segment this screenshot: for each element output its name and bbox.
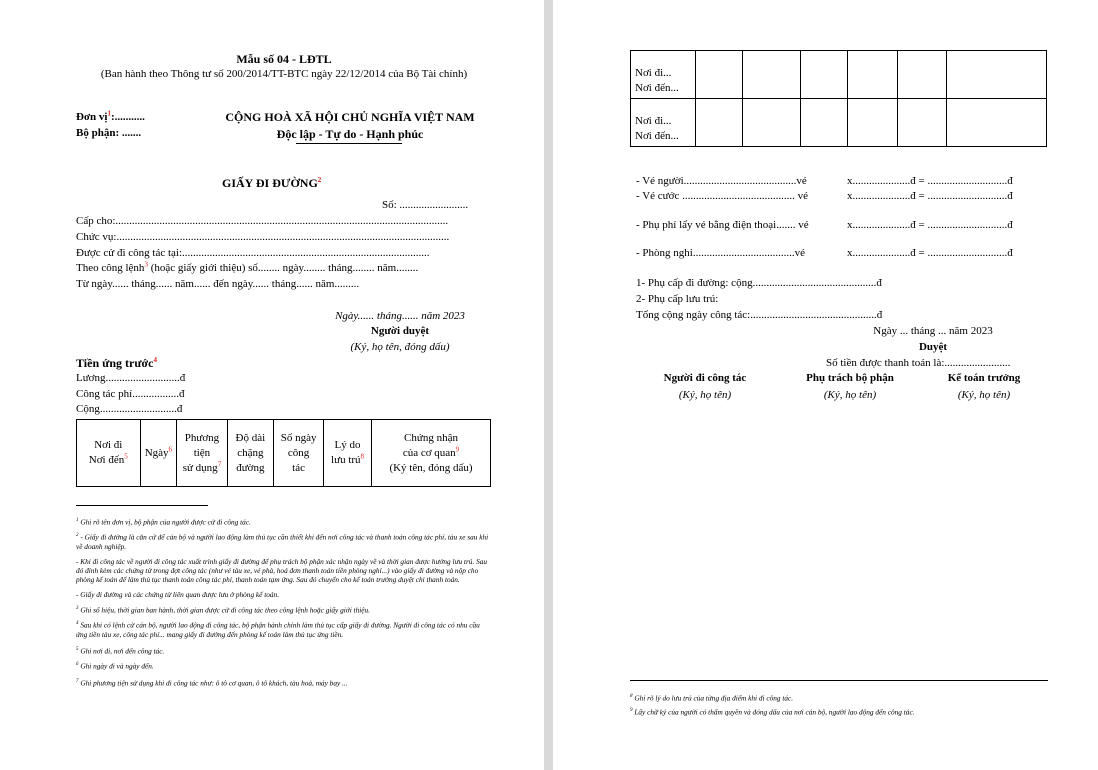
footnote-number: 1 bbox=[76, 518, 79, 523]
signer-role: Phụ trách bộ phận bbox=[806, 372, 894, 384]
footnote-ref: 9 bbox=[455, 444, 460, 453]
footnote-ref: 7 bbox=[217, 459, 222, 468]
footnote bbox=[76, 604, 492, 614]
motto-underline bbox=[296, 143, 402, 144]
travel-cell bbox=[897, 51, 946, 99]
footnote-ref: 3 bbox=[144, 260, 148, 269]
approval-date: Ngày...... tháng...... năm 2023 bbox=[335, 310, 465, 322]
footnote bbox=[76, 645, 492, 655]
signer-role: Kế toán trưởng bbox=[947, 372, 1021, 384]
travel-cell bbox=[800, 51, 847, 99]
from-place: Nơi đi... bbox=[635, 67, 672, 79]
header-line: Độ dài bbox=[235, 431, 266, 444]
travel-cell bbox=[946, 51, 1046, 99]
footnote-text: Ghi số hiệu, thời gian ban hành, thời gian được cử đi công tác theo công lệnh hoặc giấy giới thiệu. bbox=[80, 605, 370, 615]
footnote-text: - Giấy đi đường và các chứng từ liên quan được lưu ở phòng kế toán. bbox=[76, 589, 280, 599]
header-line: tiện bbox=[193, 446, 211, 459]
document-page-right bbox=[553, 0, 1098, 770]
national-motto: Độc lập - Tự do - Hạnh phúc bbox=[276, 127, 424, 141]
footnote-text: Ghi rõ tên đơn vị, bộ phận của người được cử đi công tác. bbox=[80, 517, 251, 527]
order-label: Theo công lệnh bbox=[76, 262, 145, 274]
footnote-text: Ghi phương tiện sử dụng khi đi công tác như: ô tô cơ quan, ô tô khách, tàu hoả, máy bay ... bbox=[80, 677, 348, 687]
footnote-text: Ghi nơi đi, nơi đến công tác. bbox=[80, 646, 165, 656]
cost-calc: x.....................đ = .............................đ bbox=[847, 247, 1013, 259]
title-text: GIẤY ĐI ĐƯỜNG bbox=[222, 176, 318, 190]
footnote-text: - Khi đi công tác về người đi công tác xuất trình giấy đi đường để phụ trách bộ phận xác nhận ngày về và thời gian được hưởng lưu trú. Sau đó đính kèm các chứng từ trong đợt công tác (như vé tàu xe, vé phà, hoá đơn thanh toán tiền phòng nghỉ...) vào giấy đi đường và nộp cho phòng kế toán để làm thủ tục thanh toán công tác phí, thanh toán tạm ứng. Sau đó chuyển cho kế toán trưởng duyệt chi thanh toán. bbox=[76, 556, 488, 584]
footnote bbox=[76, 557, 492, 584]
travel-cell bbox=[696, 99, 743, 147]
header-line: Nơi đi bbox=[94, 439, 123, 451]
document-title bbox=[222, 176, 321, 191]
footnote-separator bbox=[630, 680, 1048, 681]
travel-cell bbox=[897, 99, 946, 147]
itinerary-header-cell bbox=[77, 420, 141, 487]
header-line: Phương bbox=[184, 431, 220, 444]
advance-heading bbox=[76, 356, 157, 371]
footnote-ref: 6 bbox=[168, 444, 173, 453]
itinerary-header-row bbox=[77, 420, 491, 487]
page-gutter bbox=[544, 0, 553, 770]
header-line: Số ngày bbox=[280, 431, 317, 444]
department-field: Bộ phận: ....... bbox=[76, 127, 142, 139]
cost-label: - Phòng nghỉ.....................................vé bbox=[636, 247, 805, 259]
header-line: đường bbox=[236, 461, 265, 474]
travel-cell bbox=[631, 99, 696, 147]
approved-label: Duyệt bbox=[918, 341, 948, 353]
cost-calc: x.....................đ = .............................đ bbox=[847, 190, 1013, 202]
unit-dots: :........... bbox=[110, 111, 145, 123]
cost-calc: x.....................đ = .............................đ bbox=[847, 219, 1013, 231]
travel-cell bbox=[847, 51, 897, 99]
travel-cell bbox=[946, 99, 1046, 147]
footnote-ref: 2 bbox=[317, 176, 322, 184]
footnote-text: Lấy chữ ký của người có thẩm quyền và đóng dấu của nơi cán bộ, người lao động đến công tác. bbox=[634, 707, 915, 717]
footnotes-left bbox=[76, 516, 492, 687]
header-line: sử dụng bbox=[182, 461, 218, 474]
total-days: Tổng cộng ngày công tác:..............................................đ bbox=[636, 309, 883, 321]
order-details: (hoặc giấy giới thiệu) số........ ngày........ tháng........ năm........ bbox=[147, 262, 419, 274]
travel-allowance: 1- Phụ cấp đi đường: cộng.............................................đ bbox=[636, 277, 882, 289]
approver-sign-note: (Ký, họ tên, đóng dấu) bbox=[350, 341, 450, 353]
footnote-text: Ghi rõ lý do lưu trú của từng địa điểm khi đi công tác. bbox=[634, 693, 794, 703]
signer-note: (Ký, họ tên) bbox=[957, 389, 1011, 401]
unit-field bbox=[76, 111, 145, 123]
header-line: tác bbox=[292, 461, 305, 474]
itinerary-header-cell bbox=[177, 420, 227, 487]
trip-fee-field: Công tác phí.................đ bbox=[76, 388, 185, 400]
position-field: Chức vụ:......................................................................................................................... bbox=[76, 231, 450, 243]
footnote-ref: 4 bbox=[153, 356, 157, 364]
footnote bbox=[630, 692, 1048, 702]
header-line: Nơi đến bbox=[88, 454, 125, 466]
date-range-field: Từ ngày...... tháng...... năm...... đến ngày...... tháng...... năm......... bbox=[76, 278, 360, 290]
header-line: lưu trú bbox=[331, 454, 361, 466]
issued-to-field: Cấp cho:......................................................................................................................... bbox=[76, 215, 449, 227]
footnote-text: - Giấy đi đường là căn cứ để cán bộ và người lao động làm thủ tục cần thiết khi đến nơi công tác và thanh toán công tác phí, tàu xe sau khi về doanh nghiệp. bbox=[76, 532, 489, 551]
header-line: chặng bbox=[237, 446, 264, 459]
signer-note: (Ký, họ tên) bbox=[678, 389, 732, 401]
signer-note: (Ký, họ tên) bbox=[823, 389, 877, 401]
cost-label: - Vé người.........................................vé bbox=[636, 175, 807, 187]
amount-approved: Số tiền được thanh toán là:........................ bbox=[826, 357, 1011, 369]
travel-cell bbox=[847, 99, 897, 147]
stay-allowance: 2- Phụ cấp lưu trú: bbox=[636, 293, 719, 305]
footnote bbox=[630, 706, 1048, 716]
salary-field: Lương...........................đ bbox=[76, 372, 186, 384]
footnote-ref: 8 bbox=[360, 452, 365, 461]
footnote-number: 6 bbox=[76, 662, 79, 668]
from-place: Nơi đi... bbox=[635, 115, 672, 127]
advance-label: Tiền ứng trước bbox=[76, 356, 154, 370]
itinerary-table bbox=[76, 419, 491, 487]
footnote-number: 4 bbox=[76, 621, 79, 627]
header-line: công bbox=[287, 446, 310, 459]
footnotes-right bbox=[630, 692, 1048, 717]
order-field bbox=[76, 262, 418, 274]
footnote-number: 7 bbox=[76, 678, 79, 684]
settlement-date: Ngày ... tháng ... năm 2023 bbox=[873, 325, 993, 337]
signer-role: Người đi công tác bbox=[663, 372, 747, 384]
footnote-text: Ghi ngày đi và ngày đến. bbox=[80, 661, 154, 671]
footnote bbox=[76, 660, 492, 670]
to-place: Nơi đến... bbox=[635, 130, 679, 142]
footnote-separator bbox=[76, 505, 208, 506]
footnote bbox=[76, 516, 492, 526]
itinerary-header-cell bbox=[227, 420, 273, 487]
footnote-ref: 1 bbox=[107, 109, 111, 118]
footnote bbox=[76, 619, 492, 638]
header-line: Ngày bbox=[144, 446, 169, 459]
travel-table bbox=[630, 50, 1047, 147]
destination-field: Được cử đi công tác tại:.......................................................................................... bbox=[76, 247, 430, 259]
unit-label: Đơn vị bbox=[76, 111, 108, 123]
travel-row bbox=[631, 99, 1047, 147]
cost-calc: x.....................đ = .............................đ bbox=[847, 175, 1013, 187]
national-title: CỘNG HOÀ XÃ HỘI CHỦ NGHĨA VIỆT NAM bbox=[225, 110, 475, 124]
approver-title: Người duyệt bbox=[370, 325, 430, 337]
footnote bbox=[76, 590, 492, 599]
travel-cell bbox=[696, 51, 743, 99]
travel-cell bbox=[743, 51, 801, 99]
footnote-number: 5 bbox=[76, 646, 79, 652]
header-line: Chứng nhận bbox=[404, 431, 458, 444]
itinerary-header-cell bbox=[140, 420, 177, 487]
header-line: của cơ quan bbox=[402, 446, 456, 459]
travel-cell bbox=[631, 51, 696, 99]
document-page-left bbox=[0, 0, 544, 770]
advance-total-field: Cộng............................đ bbox=[76, 403, 183, 415]
form-number: Mẫu số 04 - LĐTL bbox=[236, 52, 332, 66]
footnote-number: 9 bbox=[630, 708, 633, 714]
itinerary-header-cell bbox=[324, 420, 372, 487]
cost-label: - Phụ phí lấy vé bằng điện thoại....... vé bbox=[636, 219, 809, 231]
cost-label: - Vé cước ......................................... vé bbox=[636, 190, 808, 202]
footnote-number: 8 bbox=[630, 694, 633, 699]
footnote bbox=[76, 677, 492, 687]
footnote bbox=[76, 531, 492, 550]
document-number: Số: ......................... bbox=[382, 199, 469, 211]
travel-row bbox=[631, 51, 1047, 99]
itinerary-header-cell bbox=[274, 420, 324, 487]
footnote-number: 3 bbox=[76, 605, 79, 611]
itinerary-header-cell bbox=[372, 420, 491, 487]
issuing-circular: (Ban hành theo Thông tư số 200/2014/TT-BTC ngày 22/12/2014 của Bộ Tài chính) bbox=[100, 68, 468, 80]
footnote-text: Sau khi có lệnh cử cán bộ, người lao động đi công tác, bộ phận hành chính làm thủ tục cấp giấy đi đường. Người đi công tác có nhu cầu ứng tiền tàu xe, công tác phí... mang giấy đi đường đến phòng kế toán làm thủ tục ứng tiền. bbox=[76, 620, 480, 639]
footnote-ref: 5 bbox=[124, 452, 128, 461]
to-place: Nơi đến... bbox=[635, 82, 679, 94]
header-line: (Ký tên, đóng dấu) bbox=[389, 461, 473, 474]
travel-cell bbox=[800, 99, 847, 147]
footnote-number: 2 bbox=[76, 533, 79, 539]
header-line: Lý do bbox=[334, 439, 361, 451]
travel-cell bbox=[743, 99, 801, 147]
